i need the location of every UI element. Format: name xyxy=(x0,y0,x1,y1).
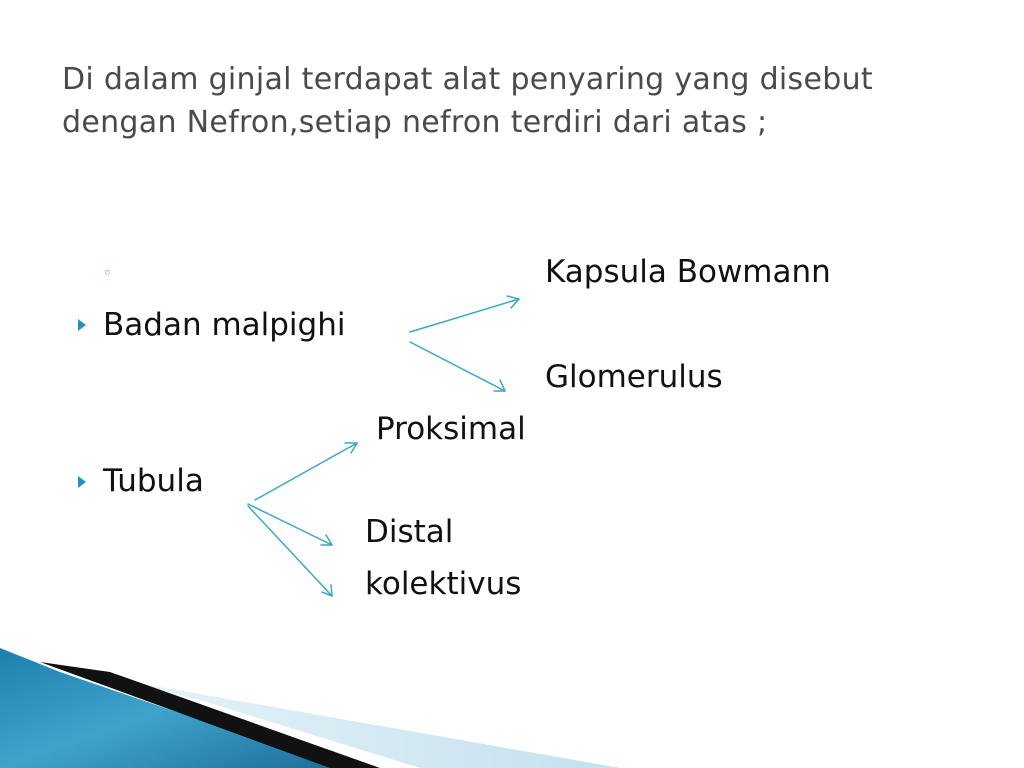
branch-kapsula-bowmann: Kapsula Bowmann xyxy=(545,254,831,290)
item-label-tubula: Tubula xyxy=(103,463,204,499)
item-label-badan-malpighi: Badan malpighi xyxy=(103,307,346,343)
slide-title: Di dalam ginjal terdapat alat penyaring yang disebut dengan Nefron,setiap nefron terdiri dari atas ; xyxy=(62,62,873,140)
branch-proksimal: Proksimal xyxy=(376,411,526,447)
branch-kolektivus: kolektivus xyxy=(365,566,522,602)
branch-distal: Distal xyxy=(365,514,454,550)
empty-sub-bullet: ◦ xyxy=(103,264,112,282)
branch-glomerulus: Glomerulus xyxy=(545,359,723,395)
